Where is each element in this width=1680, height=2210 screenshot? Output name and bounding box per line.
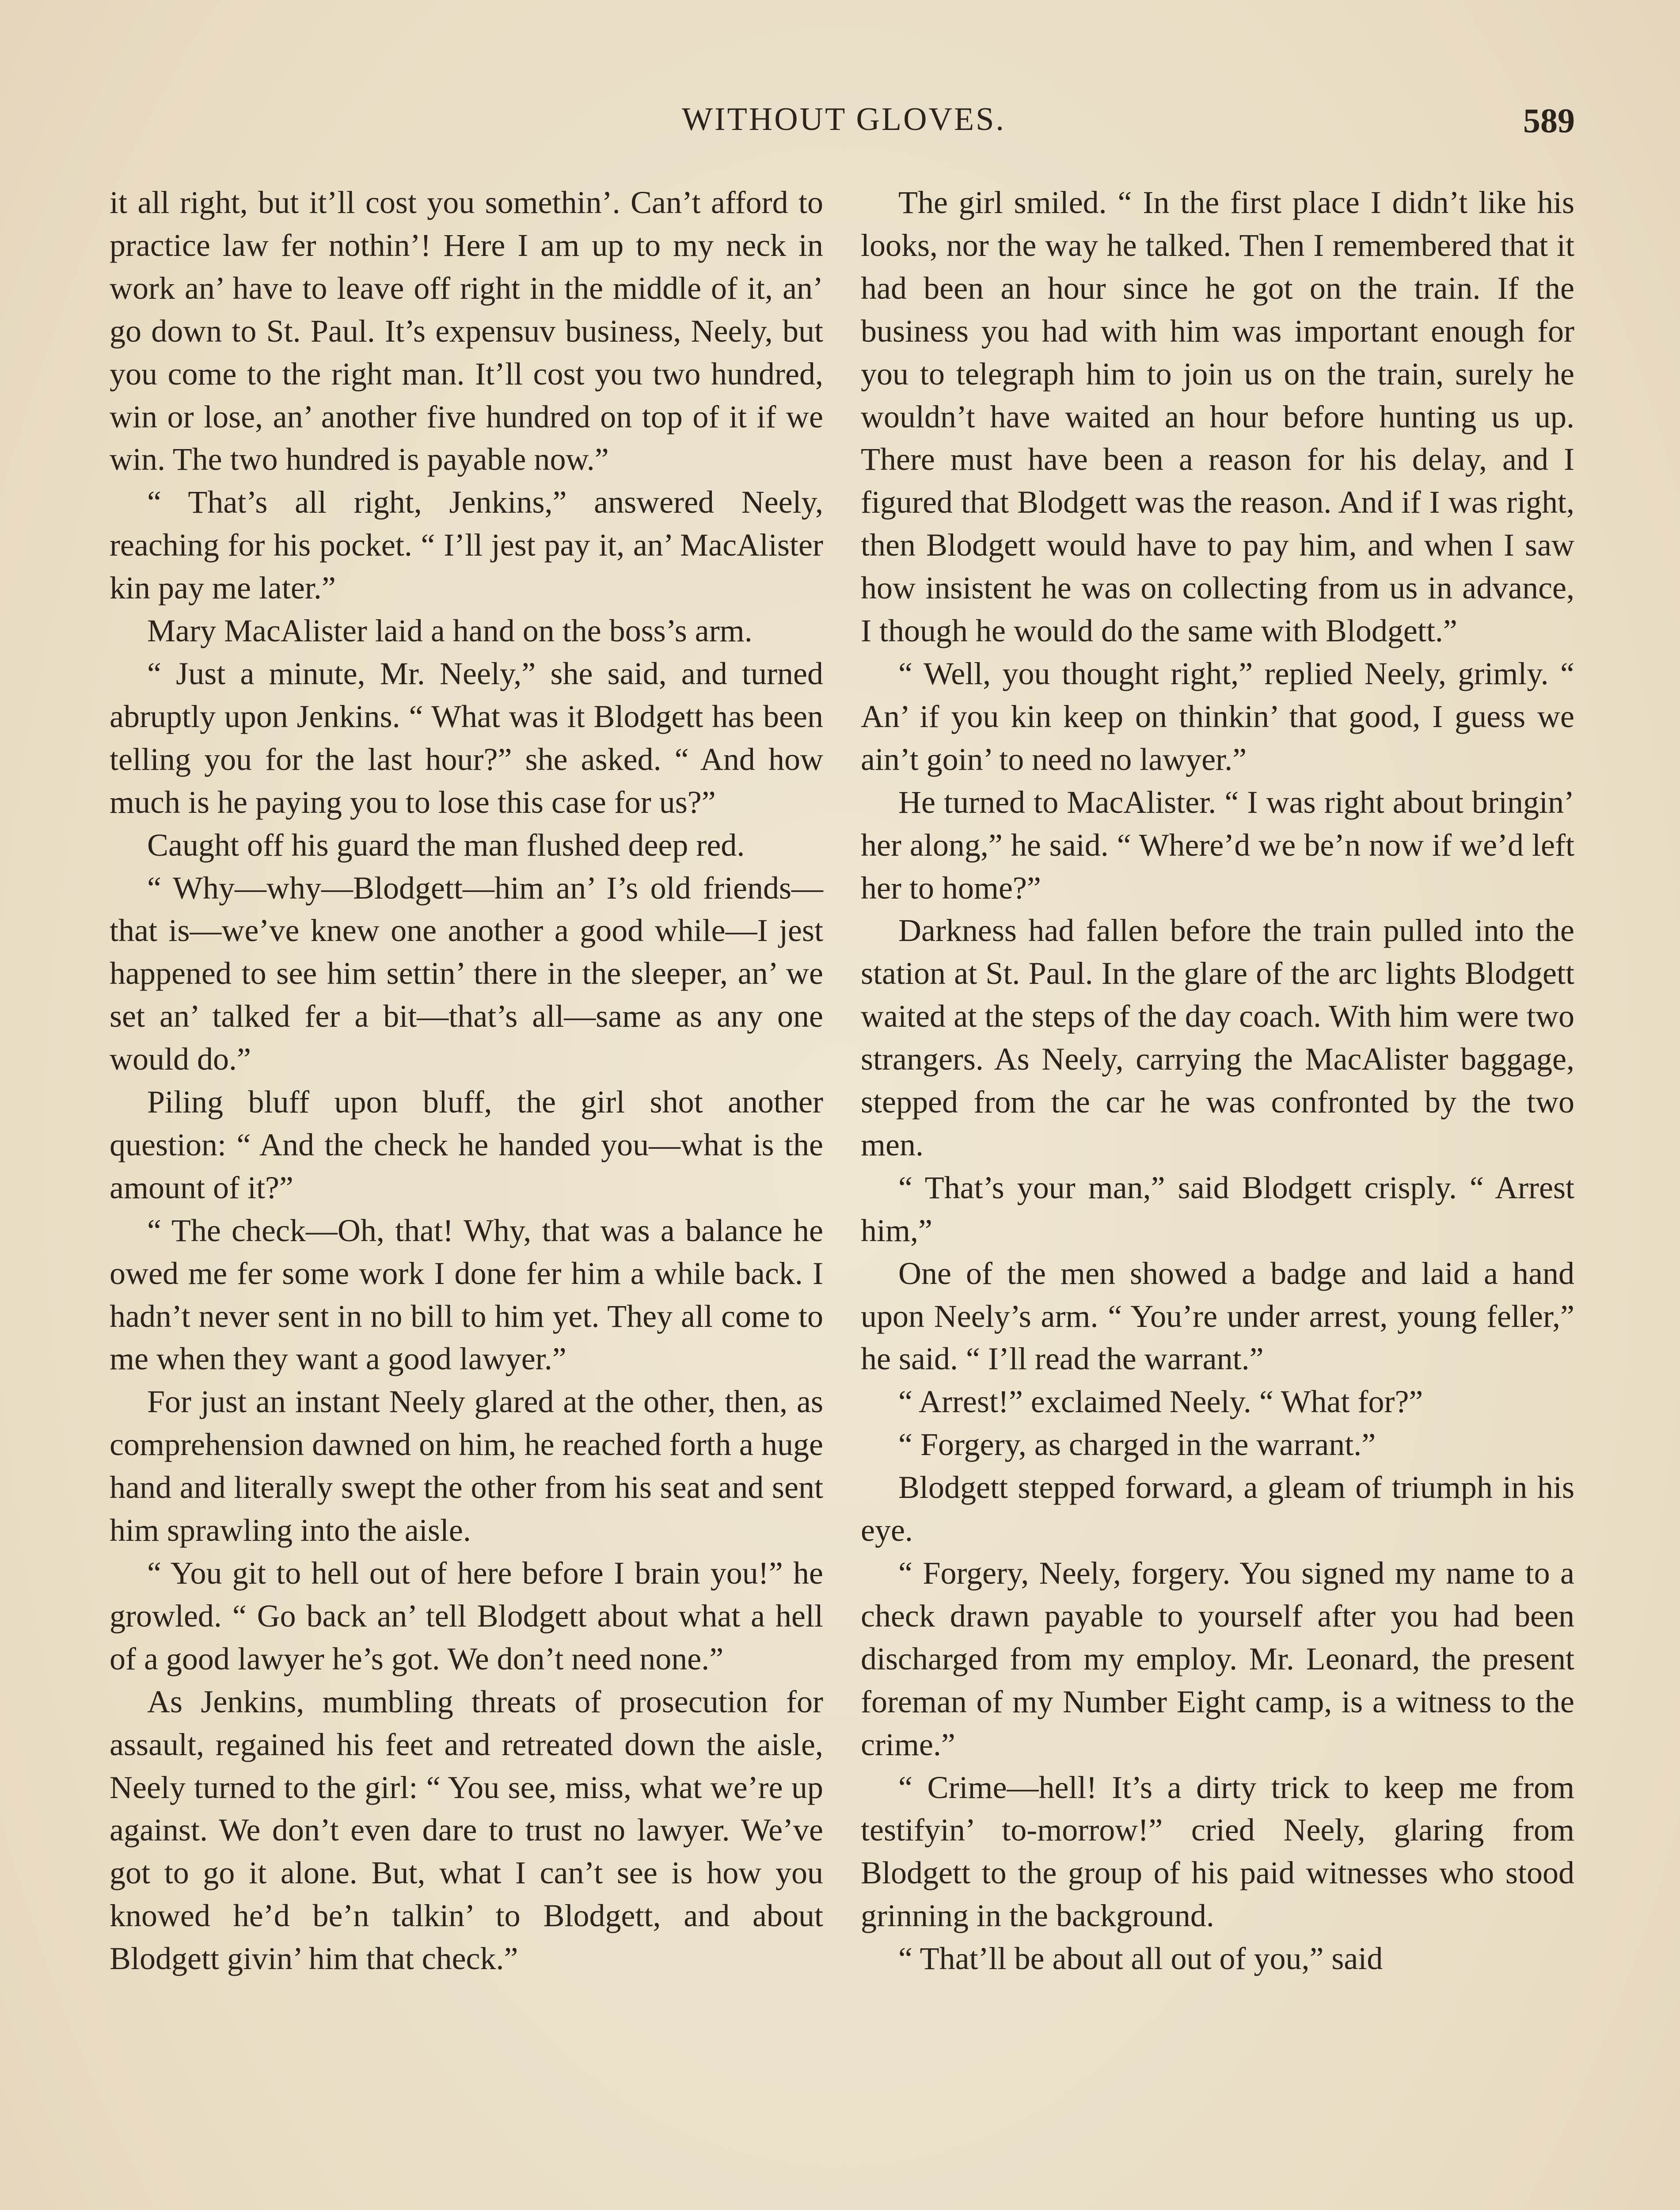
paragraph: “ Forgery, Neely, forgery. You signed my name to a check drawn payable to yourself after you had been discharged from my employ. Mr. Leonard, the present foreman of my Number Eight camp, is a witness to the crime.”: [861, 1555, 1574, 1762]
right-column: [861, 181, 1574, 1980]
page-header: [113, 101, 1575, 154]
paragraph: “ That’s your man,” said Blodgett crisply. “ Arrest him,”: [861, 1170, 1574, 1248]
paragraph: “ That’s all right, Jenkins,” answered Neely, reaching for his pocket. “ I’ll jest pay it, an’ MacAlister kin pay me later.”: [110, 484, 823, 606]
left-column: [110, 181, 823, 1980]
paragraph: For just an instant Neely glared at the other, then, as comprehension dawned on him, he reached forth a huge hand and literally swept the other from his seat and sent him sprawling into the aisle.: [110, 1384, 823, 1548]
paragraph: Caught off his guard the man flushed deep red.: [147, 827, 745, 863]
paragraph: Darkness had fallen before the train pulled into the station at St. Paul. In the glare of the arc lights Blodgett waited at the steps of the day coach. With him were two strangers. As Neely, carrying the MacAlister baggage, stepped from the car he was confronted by the two men.: [861, 913, 1574, 1162]
paragraph: The girl smiled. “ In the first place I didn’t like his looks, nor the way he talked. Then I remembered that it had been an hour since he got on the train. If the business you had with him was important enough for you to telegraph him to join us on the train, surely he wouldn’t have waited an hour before hunting us up. There must have been a reason for his delay, and I figured that Blodgett was the reason. And if I was right, then Blodgett would have to pay him, and when I saw how insistent he was on collecting from us in advance, I though he would do the same with Blodgett.”: [861, 185, 1574, 649]
paragraph: it all right, but it’ll cost you somethin’. Can’t afford to practice law fer nothin’! Here I am up to my neck in work an’ have to leave off right in the middle of it, an’ go down to St. Paul. It’s expensuv business, Neely, but you come to the right man. It’ll cost you two hundred, win or lose, an’ another five hundred on top of it if we win. The two hundred is payable now.”: [110, 185, 823, 477]
paragraph: Mary MacAlister laid a hand on the boss’s arm.: [147, 613, 753, 649]
paragraph: “ That’ll be about all out of you,” said: [898, 1941, 1383, 1977]
paragraph: Blodgett stepped forward, a gleam of triumph in his eye.: [861, 1470, 1574, 1548]
paragraph: As Jenkins, mumbling threats of prosecution for assault, regained his feet and retreated down the aisle, Neely turned to the girl: “ You see, miss, what we’re up against. We don’t even dare to trust no lawyer. We’ve got to go it alone. But, what I can’t see is how you knowed he’d be’n talkin’ to Blodgett, and about Blodgett givin’ him that check.”: [110, 1684, 823, 1977]
paragraph: One of the men showed a badge and laid a hand upon Neely’s arm. “ You’re under arrest, young feller,” he said. “ I’ll read the warrant.”: [861, 1255, 1574, 1377]
paragraph: “ Crime—hell! It’s a dirty trick to keep me from testifyin’ to-morrow!” cried Neely, glaring from Blodgett to the group of his paid witnesses who stood grinning in the background.: [861, 1769, 1574, 1934]
paragraph: “ The check—Oh, that! Why, that was a balance he owed me fer some work I done fer him a while back. I hadn’t never sent in no bill to him yet. They all come to me when they want a good lawyer.”: [110, 1212, 823, 1377]
paragraph: Piling bluff upon bluff, the girl shot another question: “ And the check he handed you—what is the amount of it?”: [110, 1084, 823, 1205]
paragraph: “ Arrest!” exclaimed Neely. “ What for?”: [898, 1384, 1423, 1420]
paragraph: “ Well, you thought right,” replied Neely, grimly. “ An’ if you kin keep on thinkin’ that good, I guess we ain’t goin’ to need no lawyer.”: [861, 655, 1574, 777]
paragraph: “ Forgery, as charged in the warrant.”: [898, 1427, 1376, 1463]
running-title: WITHOUT GLOVES.: [682, 101, 1006, 137]
paragraph: “ You git to hell out of here before I brain you!” he growled. “ Go back an’ tell Blodgett about what a hell of a good lawyer he’s got. We don’t need none.”: [110, 1555, 823, 1677]
paragraph: He turned to MacAlister. “ I was right about bringin’ her along,” he said. “ Where’d we be’n now if we’d left her to home?”: [861, 784, 1574, 906]
page-number: 589: [1523, 101, 1575, 140]
paragraph: “ Just a minute, Mr. Neely,” she said, and turned abruptly upon Jenkins. “ What was it Blodgett has been telling you for the last hour?” she asked. “ And how much is he paying you to lose this case for us?”: [110, 655, 823, 820]
paragraph: “ Why—why—Blodgett—him an’ I’s old friends—that is—we’ve knew one another a good while—I jest happened to see him settin’ there in the sleeper, an’ we set an’ talked fer a bit—that’s all—same as any one would do.”: [110, 870, 823, 1077]
